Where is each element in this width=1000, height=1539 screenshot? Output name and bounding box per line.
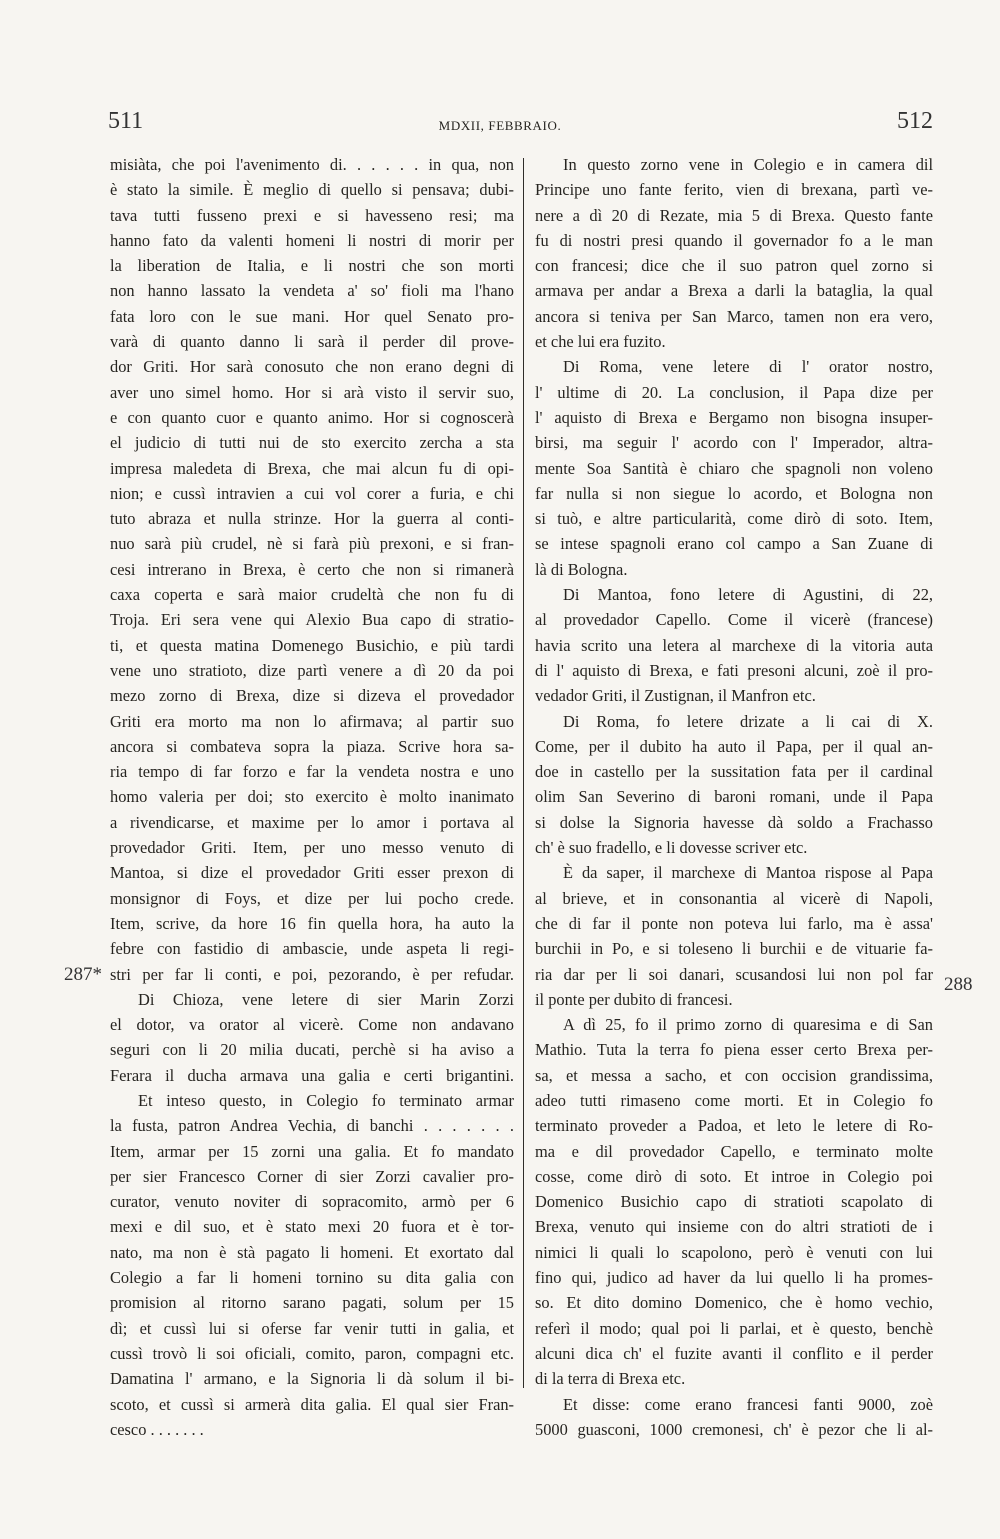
text-line: el dotor, va orator al vicerè. Come non andavano — [110, 1015, 514, 1035]
left-column — [110, 152, 514, 1442]
text-line: Griti era morto ma non lo afirmava; al partir suo — [110, 711, 514, 731]
text-line: nion; e cussì intravien a cui vol corer a furia, e chi — [110, 483, 514, 503]
text-line: dì; et cussì lui si oferse far venir tutti in galia, et — [110, 1318, 514, 1338]
text-line: fino qui, judico ad haver da lui quello li ha promes- — [535, 1268, 933, 1288]
page-number-right: 512 — [897, 108, 933, 134]
text-line: Brexa, venuto qui insieme con do altri stratioti de i — [535, 1217, 933, 1237]
text-line: curator, venuto noviter di sopracomito, armò per 6 — [110, 1192, 514, 1212]
page-number-left: 511 — [108, 108, 144, 134]
text-line: mexi e dil suo, et è stato mexi 20 fuora et è tor- — [110, 1217, 514, 1237]
text-line: homo valeria per doi; sto exercito è molto inanimato — [110, 787, 514, 807]
text-line: sa, et messa a sacho, et con occision grandissima, — [535, 1065, 933, 1085]
text-line: per sier Francesco Corner di sier Zorzi cavalier pro- — [110, 1166, 514, 1186]
text-line: hanno fato da valenti homeni li nostri di morir per — [110, 230, 514, 250]
margin-number-right: 288 — [944, 974, 973, 995]
text-line: el judicio di tutti nui de sto exercito zercha a sta — [110, 433, 514, 453]
text-line: di la terra di Brexa etc. — [535, 1369, 686, 1389]
text-line: promision al ritorno sarano pagati, solum per 15 — [110, 1293, 514, 1313]
running-title: MDXII, FEBBRAIO. — [438, 118, 562, 133]
text-line: l' ultime di 20. La conclusion, il Papa dize per — [535, 382, 933, 402]
text-line: fata loro con le sue mani. Hor quel Senato pro- — [110, 306, 514, 326]
text-line: Di Chioza, vene letere di sier Marin Zorzi — [138, 989, 514, 1009]
column-divider — [523, 158, 524, 1388]
text-line: scoto, et cussì si armerà dita galia. El qual sier Fran- — [110, 1394, 514, 1414]
text-line: a rivendicarse, et maxime per lo amor i portava al — [110, 812, 514, 832]
text-line: vedador Griti, il Zustignan, il Manfron etc. — [535, 686, 816, 706]
text-line: Mantoa, si dize el provedador Griti esser prexon di — [110, 863, 514, 883]
text-line: Colegio a far li homeni tornino su dita galia con — [110, 1268, 514, 1288]
text-line: varà di quanto danno li sarà il perder dil prove- — [110, 332, 514, 352]
text-line: havia scrito una letera al marchexe di la vitoria auta — [535, 635, 933, 655]
text-line: so. Et dito domino Domenico, che è homo vechio, — [535, 1293, 933, 1313]
text-line: ria dar per li soi danari, scusandosi lui non pol far — [535, 964, 933, 984]
text-line: nato, ma non è stà pagato li homeni. Et exortato dal — [110, 1242, 514, 1262]
text-line: Et disse: come erano francesi fanti 9000, zoè — [563, 1394, 933, 1414]
text-line: In questo zorno vene in Colegio e in camera dil — [563, 155, 933, 174]
text-line: Di Mantoa, fono letere di Agustini, di 22, — [563, 585, 933, 605]
text-line: tuto abraza et nulla strinze. Hor la guerra al conti- — [110, 509, 514, 529]
text-line: Item, scrive, da hore 16 fin quella hora, ha auto la — [110, 913, 514, 933]
text-line: mezo zorno di Brexa, dize si dizeva el provedador — [110, 686, 514, 706]
margin-number-left: 287* — [64, 964, 102, 985]
text-line: è stato la simile. È meglio di quello si pensava; dubi- — [110, 180, 514, 200]
text-line: cussì trovò li soi oficiali, comito, paron, compagni etc. — [110, 1343, 514, 1363]
text-line: dor Griti. Hor sarà conosuto che non erano degni di — [110, 357, 514, 377]
text-line: stri per far li conti, e poi, pezorando, è per refudar. — [110, 964, 514, 984]
text-line: seguri con li 20 milia ducati, perchè si ha aviso a — [110, 1040, 514, 1060]
text-line: l' aquisto di Brexa e Bergamo non bisogna insuper- — [535, 407, 933, 427]
text-line: Et inteso questo, in Colegio fo terminato armar — [138, 1090, 514, 1110]
text-line: se intese spagnoli erano col campo a San Zuane di — [535, 534, 933, 554]
text-line: la liberation de Italia, e li nostri che son morti — [110, 256, 514, 276]
text-line: di l' aquisto di Brexa, e fati presoni alcuni, zoè il pro- — [535, 660, 933, 680]
text-line: fu di nostri presi quando il governador fo a le man — [535, 230, 933, 250]
text-line: misiàta, che poi l'avenimento di. . . . . . in qua, non — [110, 155, 514, 174]
text-line: Come, per il dubito ha auto il Papa, per il qual an- — [535, 736, 933, 756]
text-line: Di Roma, vene letere di l' orator nostro, — [563, 357, 933, 377]
text-line: È da saper, il marchexe di Mantoa rispose al Papa — [563, 863, 933, 883]
text-line: si tuò, e altre particularità, come dirò di soto. Item, — [535, 509, 933, 529]
text-line: là di Bologna. — [535, 559, 628, 579]
text-line: Mathio. Tuta la terra fo piena esser certo Brexa per- — [535, 1040, 933, 1060]
text-line: tava tutti fusseno prexi e si havesseno resi; ma — [110, 205, 514, 225]
text-line: nere a dì 20 di Rezate, mia 5 di Brexa. Questo fante — [535, 205, 933, 225]
text-line: alcuni dica ch' el fuzite avanti il conflito e il perder — [535, 1343, 933, 1363]
right-column — [535, 152, 933, 1442]
text-line: che di far il ponte non poteva lui farlo, ma è assa' — [535, 913, 933, 933]
text-line: Damatina l' armano, e la Signoria li dà solum il bi- — [110, 1369, 514, 1389]
text-line: ancora si teniva per San Marco, tamen non era vero, — [535, 306, 933, 326]
text-line: ancora si combateva sopra la piaza. Scrive hora sa- — [110, 736, 514, 756]
text-line: Domenico Busichio capo di stratioti scapolato di — [535, 1192, 933, 1212]
text-line: far nulla si non siegue lo acordo, et Bologna non — [535, 483, 933, 503]
text-line: al provedador Capello. Come il vicerè (francese) — [535, 610, 933, 630]
text-line: Item, armar per 15 zorni una galia. Et fo mandato — [110, 1141, 514, 1161]
text-line: birsi, ma seguir l' acordo con l' Imperador, altra- — [535, 433, 933, 453]
text-line: febre con fastidio di ambascie, unde aspeta li regi- — [110, 939, 514, 959]
text-line: con francesi; dice che il suo patron quel zorno si — [535, 256, 933, 276]
text-line: Di Roma, fo letere drizate a li cai di X. — [563, 711, 933, 731]
text-line: si dolse la Signoria havesse dà soldo a Frachasso — [535, 812, 933, 832]
text-line: ch' è suo fradello, e li dovesse scriver etc. — [535, 838, 808, 858]
text-line: monsignor di Foys, et dize per lui pocho crede. — [110, 888, 514, 908]
text-line: non hanno lassato la vendeta a' so' fioli ma l'hano — [110, 281, 514, 301]
text-line: A dì 25, fo il primo zorno di quaresima e di San — [563, 1015, 933, 1035]
text-line: cesi intrerano in Brexa, è certo che non si rimanerà — [110, 559, 514, 579]
text-line: armava per andar a Brexa a darli la bataglia, la qual — [535, 281, 933, 301]
text-line: caxa coperta e sarà maior crudeltà che non fu di — [110, 585, 514, 605]
text-line: ti, et questa matina Domenego Busichio, e più tardi — [110, 635, 514, 655]
text-line: provedador Griti. Item, per uno messo venuto di — [110, 838, 514, 858]
text-line: al brieve, et in consonantia al vicerè di Napoli, — [535, 888, 933, 908]
page-header — [0, 108, 1000, 144]
text-line: ma e dil provedador Capello, e terminato molte — [535, 1141, 933, 1161]
text-line: cesco . . . . . . . — [110, 1419, 204, 1439]
text-line: mente Soa Santità è chiaro che spagnoli non voleno — [535, 458, 933, 478]
text-line: referì il modo; qual poi li parlai, et è questo, benchè — [535, 1318, 933, 1338]
text-line: terminato proveder a Padoa, et leto le letere di Ro- — [535, 1116, 933, 1136]
text-line: doe in castello per la sussitation fata per il cardinal — [535, 762, 933, 782]
text-line: olim San Severino di baroni romani, unde il Papa — [535, 787, 933, 807]
text-line: Troja. Eri sera vene qui Alexio Bua capo di stratio- — [110, 610, 514, 630]
text-line: nuo sarà più crudel, nè si farà più prexoni, e si fran- — [110, 534, 514, 554]
text-line: e con quanto cuor e quanto animo. Hor si cognoscerà — [110, 407, 514, 427]
text-line: et che lui era fuzito. — [535, 332, 666, 352]
text-line: 5000 guasconi, 1000 cremonesi, ch' è pezor che li al- — [535, 1419, 933, 1439]
text-line: impresa maledeta di Brexa, che mai alcun fu di opi- — [110, 458, 514, 478]
text-line: ria tempo di far forzo e far la vendeta nostra e uno — [110, 762, 514, 782]
text-line: la fusta, patron Andrea Vechia, di banchi . . . . . . . — [110, 1116, 514, 1136]
text-line: adeo tutti rimaseno come morti. Et in Colegio fo — [535, 1090, 933, 1110]
text-line: vene uno stratioto, dize partì venere a dì 20 da poi — [110, 660, 514, 680]
text-line: il ponte per dubito di francesi. — [535, 989, 733, 1009]
text-line: Principe uno fante ferito, vien di brexana, partì ve- — [535, 180, 933, 200]
text-line: nimici li quali lo scapolono, però è venuti con lui — [535, 1242, 933, 1262]
text-line: Ferara il ducha armava una galia e certi brigantini. — [110, 1065, 514, 1085]
text-line: burchii in Po, e si toleseno li burchii e de vituarie fa- — [535, 939, 933, 959]
text-line: aver uno simel homo. Hor si arà visto il servir suo, — [110, 382, 514, 402]
text-line: cosse, come dirò di soto. Et introe in Colegio poi — [535, 1166, 933, 1186]
